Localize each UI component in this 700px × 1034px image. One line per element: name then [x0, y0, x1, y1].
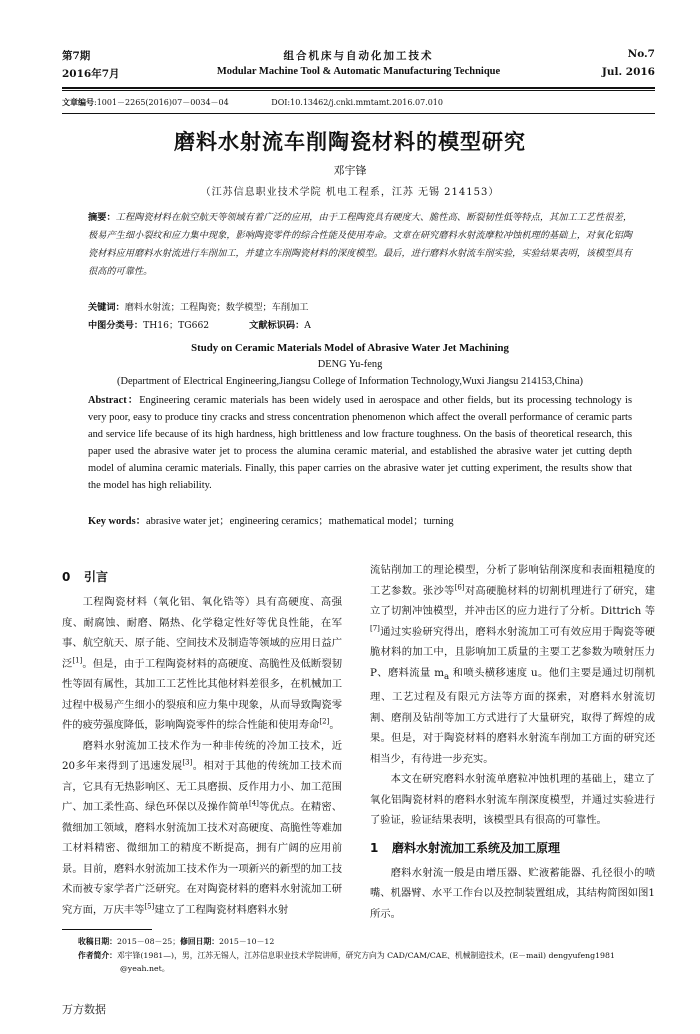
- footnote-author-email-cont: @yeah.net。: [120, 964, 170, 973]
- keywords-en: [88, 513, 632, 530]
- received-date: 2015－08－25；: [116, 937, 181, 946]
- section-heading-1: [370, 835, 655, 861]
- footnote-author-bio: 作者简介：邓宇锋(1981—)，男，江苏无锡人，江苏信息职业技术学院讲师，研究方向为 CAD/CAM/CAE、机械制造技术，(E－mail) dengyufeng1981: [78, 951, 615, 960]
- intro-paragraph-2: 磨料水射流加工技术作为一种非传统的冷加工技术，近20多年来得到了迅速发展[3]。相对于其他的传统加工技术而言，它具有无热影响区、无工具磨损、反作用力小、加工范围广、加工柔性高、绿色环保以及操作简单[4]等优点。在精密、微细加工领域，磨料水射流加工技术对高硬度、高脆性等难加工材料精密、微细加工的精度不断提高，拥有广阔的应用前景。目前，磨料水射流加工技术作为一项新兴的新型的加工技术而被专家学者广泛研究。在对陶瓷材料的磨料水射流加工研究方面，万庆丰等[5]建立了工程陶瓷材料磨料水射: [62, 739, 343, 916]
- keywords-cn-label: 关键词：: [88, 302, 125, 313]
- citation-7: [7]: [370, 624, 380, 633]
- journal-name-en: Modular Machine Tool & Automatic Manufacturing Technique: [216, 66, 501, 77]
- citation-5: [5]: [144, 902, 155, 911]
- abstract-en-label: Abstract：: [88, 395, 140, 406]
- abstract-en-text: Engineering ceramic materials has been widely used in aerospace and other fields, but its processing technology is very poor, easy to produce tiny cracks and stress concentration phenomenon which affect the overall performance of ceramic parts and service life because of its high hardness, high brittleness and low fracture toughness. On the basis of theoretical research, this paper used the abrasive water jet to process the alumina ceramic material, and established the abrasive water jet cutting depth model of alumina ceramic materials. Finally, this paper carries on the abrasive water jet cutting experiment, the results show that the model has high reliability.: [88, 395, 632, 492]
- body-column-right: [370, 560, 655, 924]
- citation-3: [3]: [182, 758, 193, 767]
- doc-code-label: 文献标识码：: [249, 320, 305, 331]
- english-title: Study on Ceramic Materials Model of Abrasive Water Jet Machining: [191, 342, 509, 354]
- citation-1: [1]: [72, 656, 83, 665]
- footnote-rule: [62, 929, 152, 930]
- doi: DOI:10.13462/j.cnki.mmtamt.2016.07.010: [271, 98, 443, 107]
- header-rule-thick: [62, 87, 655, 89]
- author-affiliation: （江苏信息职业技术学院 机电工程系，江苏 无锡 214153）: [200, 187, 500, 198]
- intro-paragraph-2-continued: 流钻削加工的理论模型，分析了影响钻削深度和表面粗糙度的工艺参数。张沙等[6]对高硬脆材料的切割机理进行了研究，建立了切割冲蚀模型，并冲击区的应力进行了分析。Dittrich 等[7]通过实验研究得出，磨料水射流加工可有效应用于陶瓷等硬脆材料的加工中，且影响加工质量的主要工艺参数为喷射压力 P、磨料流量 $m_a$ 和喷头横移速度 u。他们主要是通过切削机理、工艺过程及有限元方法等方面的探索，对磨料水射流切割、磨削及钻削等加工方式进行了大量研究，取得了辉煌的成果。但是，对于陶瓷材料的磨料水射流车削加工方面的研究还相当少，有待进一步充实。: [370, 564, 656, 765]
- citation-4: [4]: [248, 799, 259, 808]
- citation-6: [6]: [454, 583, 465, 592]
- abstract-cn-text: 工程陶瓷材料在航空航天等领域有着广泛的应用，由于工程陶瓷具有硬度大、脆性高、断裂韧性低等特点，其加工工艺性很差，极易产生细小裂纹和应力集中现象，影响陶瓷零件的综合性能及使用寿命。文章在研究磨料水射流摩粒冲蚀机理的基础上，对氧化铝陶瓷材料应用磨料水射流进行车削加工，并建立车削陶瓷材料的深度模型。最后，进行磨料水射流车削实验，实验结果表明，该模型具有很高的可靠性。: [88, 212, 633, 277]
- article-number-label: 文章编号: [62, 97, 94, 107]
- revised-date: 2015－10－12: [219, 937, 275, 946]
- keywords-cn-text: 磨料水射流；工程陶瓷；数学模型；车削加工: [124, 302, 309, 313]
- running-header: [62, 48, 655, 88]
- section-1-title: 磨料水射流加工系统及加工原理: [392, 840, 561, 855]
- classification: [88, 317, 311, 335]
- issue-date-en: Jul. 2016: [601, 66, 655, 78]
- abstract-cn: [88, 209, 632, 281]
- issue-number-cn: 第7期: [62, 50, 91, 62]
- english-author: DENG Yu-feng: [317, 359, 383, 370]
- section-1-paragraph-1: 磨料水射流一般是由增压器、贮液蓄能器、孔径很小的喷嘴、机器臂、水平工作台以及控制装置组成，其结构简图如图1所示。: [370, 866, 655, 920]
- journal-name-cn: 组合机床与自动化加工技术: [283, 50, 434, 62]
- doc-code-value: A: [304, 320, 311, 331]
- abstract-cn-label: 摘要：: [88, 212, 116, 223]
- watermark-text: 万方数据: [62, 1003, 106, 1016]
- header-rule-thin: [62, 90, 655, 91]
- english-affiliation: (Department of Electrical Engineering,Jiangsu College of Information Technology,Wuxi Jiangsu 214153,China): [116, 376, 584, 387]
- section-0-title: 引言: [84, 570, 109, 584]
- meta-rule: [62, 113, 655, 114]
- abstract-en: [88, 392, 632, 495]
- clc-value: TH16；TG662: [143, 320, 210, 331]
- section-1-number: 1: [370, 840, 379, 855]
- keywords-en-text: abrasive water jet；engineering ceramics；mathematical model；turning: [146, 516, 454, 527]
- intro-paragraph-3: 本文在研究磨料水射流单磨粒冲蚀机理的基础上，建立了氧化铝陶瓷材料的磨料水射流车削深度模型，并通过实验进行了验证，验证结果表明，该模型具有很高的可靠性。: [370, 773, 655, 827]
- clc-label: 中图分类号：: [88, 320, 144, 331]
- intro-paragraph-1: 工程陶瓷材料（氧化铝、氧化锆等）具有高硬度、高强度、耐腐蚀、耐磨、隔热、化学稳定性好等优良性能，在军事、航空航天、原子能、空间技术及制造等领域的应用日益广泛[1]。但是，由于工程陶瓷材料的高硬度、高脆性及低断裂韧性等固有属性，其加工工艺性比其他材料差很多，在机械加工过程中极易产生细小的裂痕和应力集中现象，从而导致陶瓷零件的疲劳强度降低，影响陶瓷零件的综合性能和使用寿命[2]。: [62, 596, 343, 731]
- article-number: :1001－2265(2016)07－0034－04: [94, 98, 229, 107]
- keywords-cn: [88, 299, 632, 317]
- citation-2: [2]: [319, 717, 330, 726]
- issue-date-cn: 2016年7月: [62, 68, 120, 80]
- paper-title: 磨料水射流车削陶瓷材料的模型研究: [174, 130, 526, 154]
- section-heading-0: [62, 564, 342, 590]
- issue-number-en: No.7: [627, 48, 655, 60]
- article-meta: [62, 97, 443, 108]
- body-column-left: [62, 560, 342, 920]
- paper-author: 邓宇锋: [333, 164, 367, 177]
- footnote-dates: 收稿日期：2015－08－25；修回日期：2015－10－12: [78, 937, 275, 946]
- section-0-number: 0: [62, 570, 71, 584]
- keywords-en-label: Key words：: [88, 516, 147, 527]
